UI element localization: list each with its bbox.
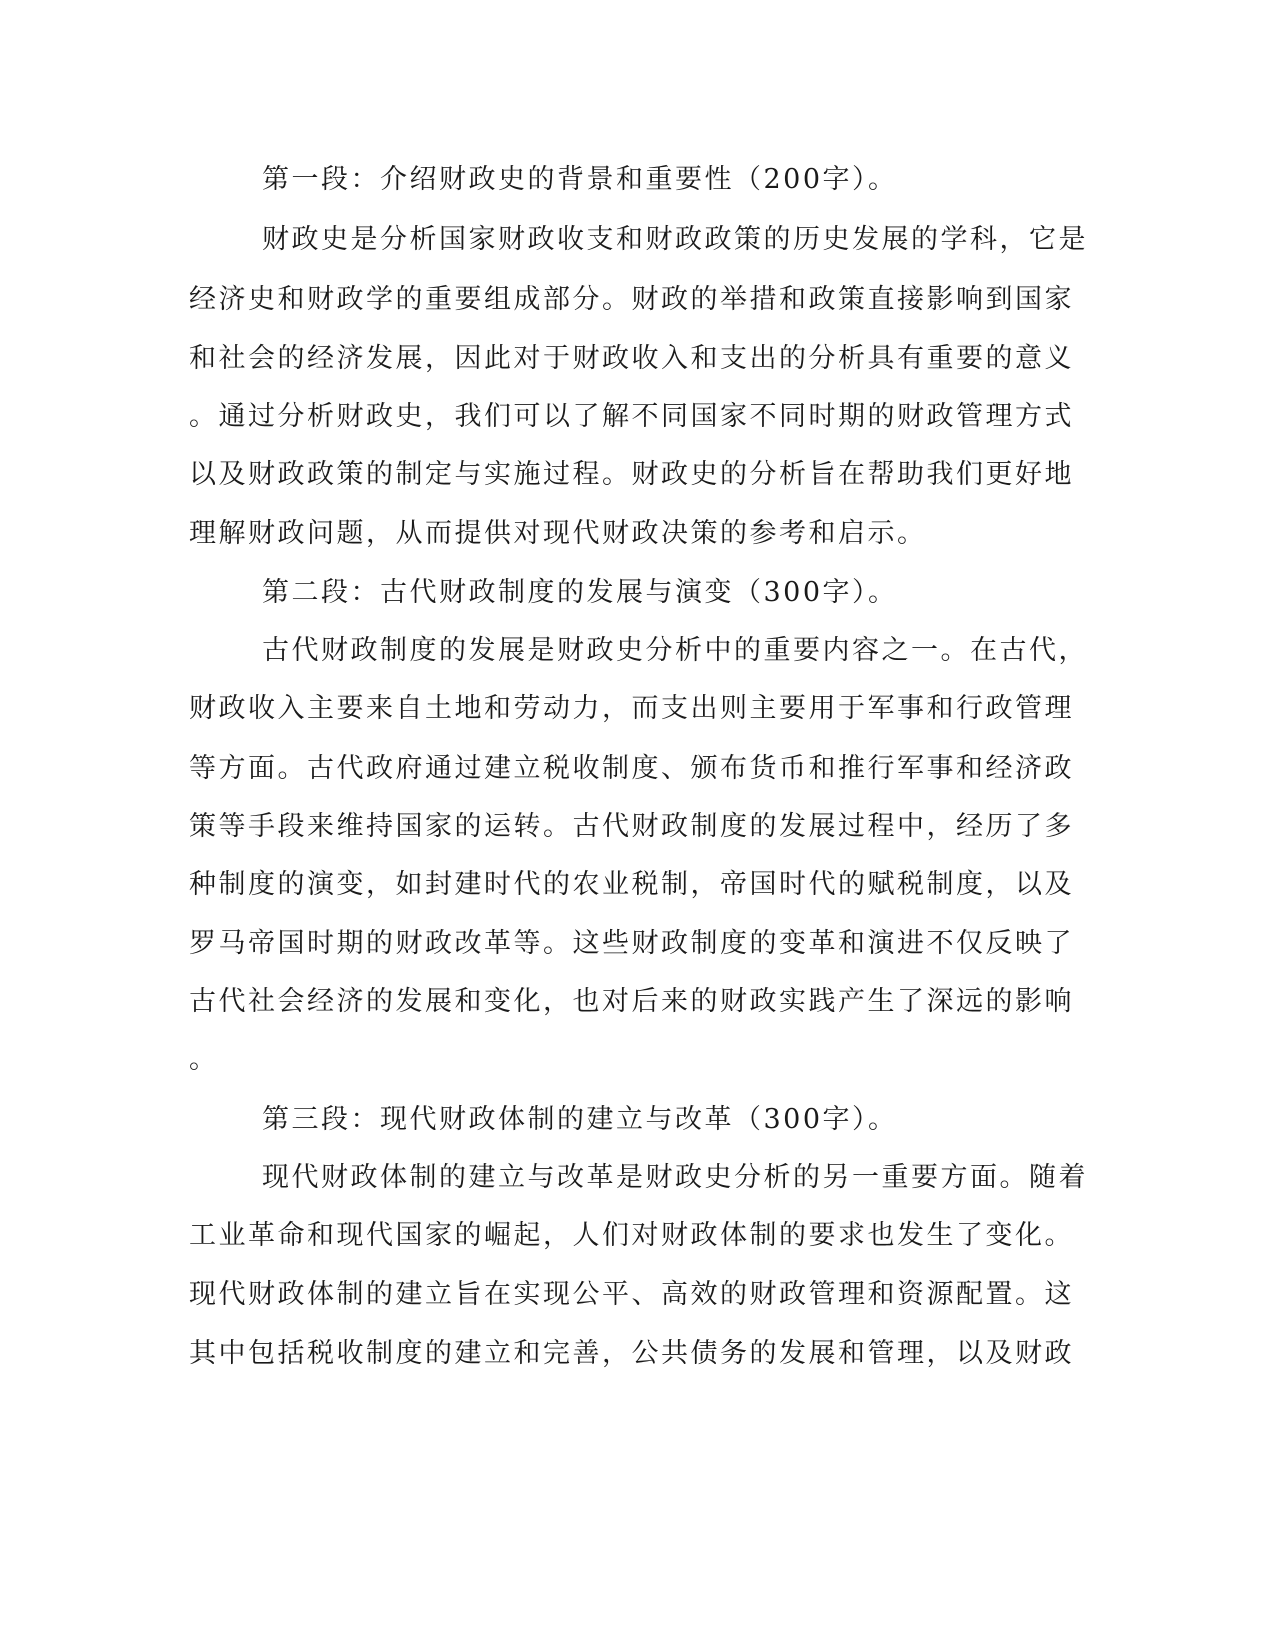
paragraph-2-line-7: 古代社会经济的发展和变化，也对后来的财政实践产生了深远的影响 [189, 986, 1074, 1017]
paragraph-1-line-6: 理解财政问题，从而提供对现代财政决策的参考和启示。 [189, 518, 927, 549]
paragraph-2-line-3: 等方面。古代政府通过建立税收制度、颁布货币和推行军事和经济政 [189, 753, 1074, 784]
paragraph-2-line-2: 财政收入主要来自土地和劳动力，而支出则主要用于军事和行政管理 [189, 693, 1074, 724]
paragraph-1-line-5: 以及财政政策的制定与实施过程。财政史的分析旨在帮助我们更好地 [189, 459, 1074, 490]
paragraph-2-line-5: 种制度的演变，如封建时代的农业税制，帝国时代的赋税制度，以及 [189, 869, 1074, 900]
paragraph-1-line-2: 经济史和财政学的重要组成部分。财政的举措和政策直接影响到国家 [189, 284, 1074, 315]
heading-section-2: 第二段：古代财政制度的发展与演变（300字）。 [262, 577, 898, 608]
heading-section-1: 第一段：介绍财政史的背景和重要性（200字）。 [262, 164, 898, 195]
paragraph-3-line-2: 工业革命和现代国家的崛起，人们对财政体制的要求也发生了变化。 [189, 1220, 1074, 1251]
paragraph-3-line-4: 其中包括税收制度的建立和完善，公共债务的发展和管理，以及财政 [189, 1338, 1074, 1369]
paragraph-3-line-3: 现代财政体制的建立旨在实现公平、高效的财政管理和资源配置。这 [189, 1279, 1074, 1310]
paragraph-2-line-1: 古代财政制度的发展是财政史分析中的重要内容之一。在古代， [262, 635, 1088, 666]
paragraph-1-line-4: 。通过分析财政史，我们可以了解不同国家不同时期的财政管理方式 [189, 401, 1074, 432]
paragraph-2-line-8: 。 [189, 1044, 219, 1075]
heading-section-3: 第三段：现代财政体制的建立与改革（300字）。 [262, 1104, 898, 1135]
paragraph-3-line-1: 现代财政体制的建立与改革是财政史分析的另一重要方面。随着 [262, 1162, 1088, 1193]
paragraph-1-line-1: 财政史是分析国家财政收支和财政政策的历史发展的学科，它是 [262, 224, 1088, 255]
paragraph-2-line-4: 策等手段来维持国家的运转。古代财政制度的发展过程中，经历了多 [189, 811, 1074, 842]
paragraph-2-line-6: 罗马帝国时期的财政改革等。这些财政制度的变革和演进不仅反映了 [189, 928, 1074, 959]
paragraph-1-line-3: 和社会的经济发展，因此对于财政收入和支出的分析具有重要的意义 [189, 343, 1074, 374]
